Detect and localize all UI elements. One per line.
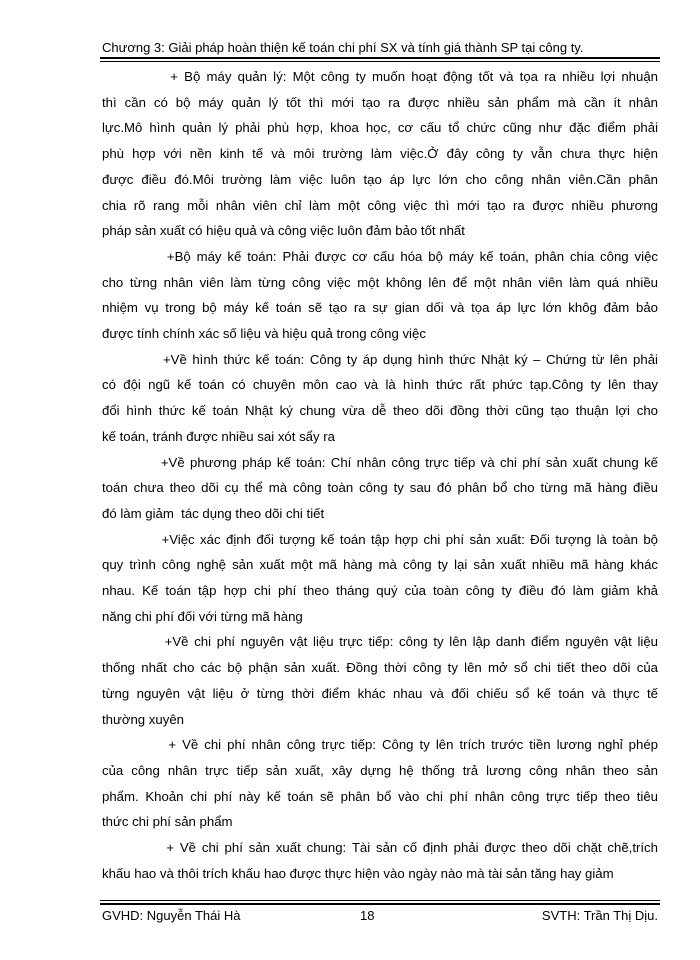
- text-line: + Bộ máy quản lý: Một công ty muốn hoạt động tốt và tọa ra nhiều lợi nhuận: [102, 69, 658, 84]
- text-line: chia rõ rang mỗi nhân viên chỉ làm một công việc thì mới tạo ra được nhiều phương: [102, 197, 658, 213]
- text-line: khấu hao và thôi trích khấu hao được thực hiện vào ngày nào mà tài sản tăng hay giảm: [102, 865, 614, 881]
- text-line: cho từng nhân viên làm từng công việc một không lên để một nhân viên làm quá nhiều: [102, 274, 658, 290]
- text-line: đó làm giảm tác dụng theo dõi chi tiết: [102, 505, 325, 521]
- page-header: Chương 3: Giải pháp hoàn thiện kế toán chi phí SX và tính giá thành SP tại công ty.: [102, 40, 584, 55]
- text-line: +Về chi phí nguyên vật liệu trực tiếp: công ty lên lập danh điểm nguyên vật liệu: [102, 634, 658, 650]
- text-line: được điều đó.Môi trường làm việc luôn tạo áp lực lớn cho công nhân viên.Cần phân: [102, 171, 658, 187]
- paragraph: [102, 450, 658, 527]
- text-line: phẩm. Khoản chi phí này kế toán sẽ phân bổ vào chi phí nhân công trực tiếp theo tiêu: [102, 788, 658, 804]
- text-line: nhau. Kế toán tập hợp chi phí theo tháng quý của toàn công ty điều đó làm giảm khả: [102, 583, 658, 599]
- paragraph: [102, 347, 658, 450]
- paragraph: [102, 732, 658, 835]
- text-line: +Bộ máy kế toán: Phải được cơ cấu hóa bộ máy kế toán, phân chia công việc: [102, 248, 658, 264]
- text-line: lực.Mô hình quản lý phải phù hợp, khoa học, cơ cấu tổ chức cũng như đặc điểm phải: [102, 120, 658, 136]
- text-line: +Việc xác định đối tượng kế toán tập hợp chi phí sản xuất: Đối tượng là toàn bộ: [102, 531, 658, 547]
- paragraph: [102, 629, 658, 732]
- text-line: có đội ngũ kế toán có chuyên môn cao và là hình thức rất phức tạp.Công ty lên thay: [102, 377, 658, 393]
- text-line: nhiệm vụ trong bộ máy kế toán sẽ tạo ra sự gian dối và tọa áp lực lớn khôg đảm bảo: [102, 300, 658, 316]
- text-line: kế toán, tránh được nhiều sai xót sẩy ra: [102, 428, 335, 444]
- text-line: thống nhất cho các bộ phận sản xuất. Đồng thời công ty lên mở sổ chi tiết theo dõi của: [102, 660, 658, 676]
- text-line: được tính chính xác số liệu và hiệu quả trong công việc: [102, 326, 426, 342]
- page-number: 18: [360, 908, 375, 923]
- paragraph: [102, 527, 658, 630]
- text-line: thức chi phí sản phẩm: [102, 814, 233, 830]
- text-line: pháp sản xuất có hiệu quả và công việc luôn đảm bảo tốt nhất: [102, 223, 465, 239]
- text-line: phù hợp với nền kinh tế và môi trường làm việc.Ở đây công ty vẫn chưa thực hiện: [102, 146, 658, 162]
- text-line: toán chưa theo dõi cụ thể mà công toàn công ty sau đó phân bổ cho từng mã hàng điều: [102, 480, 658, 496]
- text-line: thường xuyên: [102, 711, 184, 727]
- header-rule-thin: [100, 61, 660, 62]
- text-line: +Về hình thức kế toán: Công ty áp dụng hình thức Nhật ký – Chứng từ lên phải: [102, 351, 658, 367]
- header-rule: [100, 57, 660, 59]
- text-line: từng nguyên vật liệu ở từng thời điểm khác nhau và đối chiếu sổ kế toán và thực tế: [102, 685, 658, 701]
- paragraph: [102, 64, 658, 244]
- footer-rule: [100, 903, 660, 905]
- paragraph: [102, 835, 658, 886]
- text-line: + Về chi phí nhân công trực tiếp: Công ty lên trích trước tiền lương nghỉ phép: [102, 737, 658, 753]
- text-line: đổi hình thức kế toán Nhật ký chung vừa dễ theo dõi đồng thời cũng tạo thuận lợi cho: [102, 403, 658, 419]
- document-body: [102, 64, 658, 887]
- text-line: của công nhân trực tiếp sản xuất, xây dựng hệ thống trả lương công nhân theo sản: [102, 762, 658, 778]
- footer-rule-thin: [100, 900, 660, 901]
- footer-student: SVTH: Trần Thị Dịu.: [541, 908, 658, 923]
- paragraph: [102, 244, 658, 347]
- text-line: năng chi phí đối với từng mã hàng: [102, 608, 303, 624]
- text-line: +Về phương pháp kế toán: Chí nhân công trực tiếp và chi phí sản xuất chung kế: [102, 454, 658, 470]
- footer-supervisor: GVHD: Nguyễn Thái Hà: [102, 908, 241, 923]
- text-line: thì cần có bộ máy quản lý tốt thì mới tạo ra được nhiều sản phẩm mà cần ít nhân: [102, 94, 658, 110]
- text-line: quy trình công nghệ sản xuất một mã hàng mà công ty lại sản xuất nhiều mã hàng khác: [102, 557, 658, 573]
- text-line: + Về chi phí sản xuất chung: Tài sản cố định phải được theo dõi chặt chẽ,trích: [102, 840, 658, 856]
